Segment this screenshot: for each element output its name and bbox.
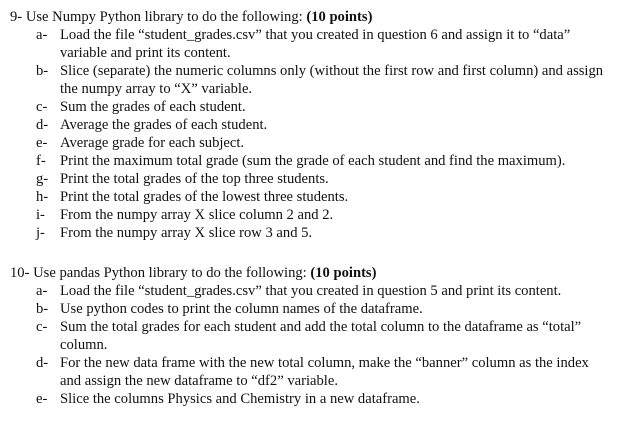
- item-letter: c-: [36, 319, 48, 335]
- item-letter: g-: [36, 171, 49, 187]
- item-letter: d-: [36, 355, 49, 371]
- item-letter: e-: [36, 391, 48, 407]
- question-items: [10, 282, 610, 408]
- item-text: Sum the grades of each student.: [60, 99, 246, 115]
- item-text: Load the file “student_grades.csv” that you created in question 5 and print its content.: [60, 283, 562, 299]
- item-text: Average grade for each subject.: [60, 135, 245, 151]
- list-item: [10, 62, 610, 98]
- question-title: [10, 264, 610, 282]
- question-title: [10, 8, 610, 26]
- item-text: Use python codes to print the column names of the dataframe.: [60, 301, 423, 317]
- question-9: [10, 8, 610, 242]
- question-number: 9-: [10, 9, 23, 25]
- item-letter: j-: [36, 225, 45, 241]
- item-text: From the numpy array X slice row 3 and 5.: [60, 225, 313, 241]
- question-instruction: Use Numpy Python library to do the following:: [25, 9, 303, 25]
- item-text: Sum the total grades for each student and add the total column to the dataframe as “total” column.: [60, 319, 582, 353]
- question-points: (10 points): [306, 9, 373, 25]
- item-text: From the numpy array X slice column 2 and 2.: [60, 207, 334, 223]
- item-letter: b-: [36, 63, 49, 79]
- list-item: [10, 116, 610, 134]
- item-letter: c-: [36, 99, 48, 115]
- list-item: [10, 98, 610, 116]
- item-letter: d-: [36, 117, 49, 133]
- list-item: [10, 134, 610, 152]
- list-item: [10, 188, 610, 206]
- item-text: Slice (separate) the numeric columns only (without the first row and first column) and assign the numpy array to “X” variable.: [60, 63, 604, 97]
- item-text: For the new data frame with the new total column, make the “banner” column as the index and assign the new dataframe to “df2” variable.: [60, 355, 589, 389]
- question-number: 10-: [10, 265, 30, 281]
- item-text: Load the file “student_grades.csv” that you created in question 6 and assign it to “data” variable and print its content.: [60, 27, 571, 61]
- list-item: [10, 318, 610, 354]
- list-item: [10, 170, 610, 188]
- item-letter: a-: [36, 283, 48, 299]
- list-item: [10, 354, 610, 390]
- item-letter: f-: [36, 153, 46, 169]
- item-text: Print the total grades of the lowest three students.: [60, 189, 349, 205]
- question-10: [10, 264, 610, 408]
- list-item: [10, 206, 610, 224]
- list-item: [10, 282, 610, 300]
- item-text: Slice the columns Physics and Chemistry in a new dataframe.: [60, 391, 420, 407]
- item-text: Print the maximum total grade (sum the grade of each student and find the maximum).: [60, 153, 566, 169]
- item-letter: b-: [36, 301, 49, 317]
- list-item: [10, 224, 610, 242]
- list-item: [10, 26, 610, 62]
- question-points: (10 points): [310, 265, 377, 281]
- item-text: Average the grades of each student.: [60, 117, 268, 133]
- question-items: [10, 26, 610, 242]
- list-item: [10, 390, 610, 408]
- question-instruction: Use pandas Python library to do the following:: [33, 265, 307, 281]
- item-letter: a-: [36, 27, 48, 43]
- list-item: [10, 300, 610, 318]
- list-item: [10, 152, 610, 170]
- item-letter: e-: [36, 135, 48, 151]
- item-text: Print the total grades of the top three students.: [60, 171, 329, 187]
- item-letter: h-: [36, 189, 49, 205]
- item-letter: i-: [36, 207, 45, 223]
